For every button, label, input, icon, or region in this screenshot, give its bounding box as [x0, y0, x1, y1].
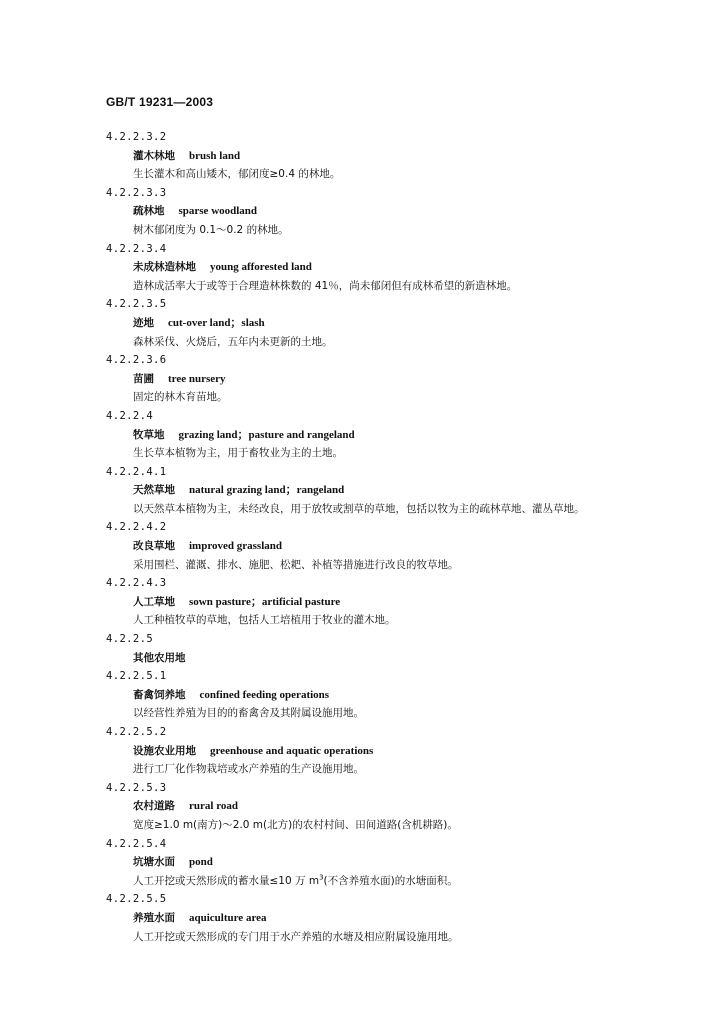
term-heading — [106, 909, 666, 928]
clause-number: 4.2.2.5 — [106, 633, 154, 646]
clause-number: 4.2.2.3.4 — [106, 242, 167, 255]
term-chinese: 设施农业用地 — [133, 744, 196, 757]
term-english: greenhouse and aquatic operations — [210, 744, 374, 757]
term-chinese: 未成林造林地 — [133, 261, 196, 274]
term-definition: 宽度≥1.0 m(南方)～2.0 m(北方)的农村村间、田间道路(含机耕路)。 — [133, 818, 458, 831]
term-entry — [106, 184, 666, 240]
clause-number: 4.2.2.3.5 — [106, 298, 167, 311]
term-english: sown pasture；artificial pasture — [189, 595, 341, 608]
term-chinese: 养殖水面 — [133, 911, 175, 924]
term-english: cut-over land；slash — [168, 316, 265, 329]
term-heading — [106, 742, 666, 761]
term-chinese: 疏林地 — [133, 205, 165, 218]
term-entry — [106, 667, 666, 723]
term-english: rural road — [189, 800, 238, 813]
term-definition: 采用围栏、灌溉、排水、施肥、松耙、补植等措施进行改良的牧草地。 — [133, 558, 459, 571]
term-chinese: 改良草地 — [133, 540, 175, 553]
clause-number: 4.2.2.5.5 — [106, 893, 167, 906]
term-entry — [106, 835, 666, 891]
term-heading — [106, 853, 666, 872]
term-entry — [106, 630, 666, 667]
term-entry — [106, 574, 666, 630]
clause-number: 4.2.2.3.3 — [106, 186, 167, 199]
term-entry — [106, 463, 666, 519]
clause-number: 4.2.2.4 — [106, 409, 154, 422]
term-heading — [106, 537, 666, 556]
term-chinese: 苗圃 — [133, 372, 154, 385]
term-entry — [106, 779, 666, 835]
clause-number: 4.2.2.5.4 — [106, 837, 167, 850]
standard-number: GB/T 19231—2003 — [106, 95, 214, 109]
term-english: confined feeding operations — [199, 688, 330, 701]
term-heading — [106, 314, 666, 333]
term-entry — [106, 295, 666, 351]
term-heading — [106, 370, 666, 389]
term-heading — [106, 258, 666, 277]
term-heading — [106, 593, 666, 612]
clause-number: 4.2.2.3.6 — [106, 354, 167, 367]
term-heading — [106, 426, 666, 445]
term-entry — [106, 407, 666, 463]
term-definition: 造林成活率大于或等于合理造林株数的 41％，尚未郁闭但有成林希望的新造林地。 — [133, 279, 518, 292]
clause-number: 4.2.2.4.3 — [106, 577, 167, 590]
superscript: 3 — [319, 873, 324, 882]
clause-number: 4.2.2.5.2 — [106, 726, 167, 738]
term-definition: 进行工厂化作物栽培或水产养殖的生产设施用地。 — [133, 763, 364, 776]
term-definition — [106, 872, 666, 891]
term-chinese: 农村道路 — [133, 800, 175, 813]
term-english: tree nursery — [168, 372, 226, 385]
clause-number: 4.2.2.5.1 — [106, 670, 167, 683]
term-english: improved grassland — [189, 540, 283, 553]
term-english: pond — [189, 856, 213, 869]
term-english: brush land — [189, 149, 241, 162]
term-chinese: 其他农用地 — [133, 651, 186, 664]
term-chinese: 迹地 — [133, 316, 154, 329]
term-heading — [106, 481, 666, 500]
term-heading — [106, 649, 666, 668]
term-chinese: 牧草地 — [133, 428, 165, 441]
term-english: aquiculture area — [189, 911, 267, 924]
term-entry — [106, 128, 666, 184]
term-chinese: 天然草地 — [133, 484, 175, 497]
term-definition: 生长灌木和高山矮木，郁闭度≥0.4 的林地。 — [133, 168, 341, 181]
term-entries — [106, 128, 666, 946]
term-heading — [106, 797, 666, 816]
term-definition: 以天然草本植物为主，未经改良，用于放牧或割草的草地，包括以牧为主的疏林草地、灌丛草地。 — [133, 502, 585, 515]
term-heading — [106, 202, 666, 221]
term-definition: 生长草本植物为主，用于畜牧业为主的土地。 — [133, 447, 343, 460]
definition-text: 人工开挖或天然形成的蓄水量≤10 万 m — [133, 874, 320, 887]
term-english: grazing land；pasture and rangeland — [178, 428, 355, 441]
term-definition: 以经营性养殖为目的的畜禽舍及其附属设施用地。 — [133, 707, 364, 720]
term-definition: 人工开挖或天然形成的专门用于水产养殖的水塘及相应附属设施用地。 — [133, 930, 459, 943]
term-definition: 森林采伐、火烧后，五年内未更新的土地。 — [133, 335, 333, 348]
clause-number: 4.2.2.4.2 — [106, 521, 167, 534]
term-chinese: 坑塘水面 — [133, 856, 175, 869]
term-definition: 固定的林木育苗地。 — [133, 391, 228, 404]
term-entry — [106, 723, 666, 779]
definition-text-tail: (不含养殖水面)的水塘面积。 — [323, 874, 458, 887]
term-definition: 树木郁闭度为 0.1～0.2 的林地。 — [133, 223, 289, 236]
term-chinese: 畜禽饲养地 — [133, 688, 186, 701]
clause-number: 4.2.2.4.1 — [106, 465, 167, 478]
term-chinese: 灌木林地 — [133, 149, 175, 162]
clause-number: 4.2.2.5.3 — [106, 781, 167, 794]
term-heading — [106, 147, 666, 166]
term-entry — [106, 240, 666, 296]
term-entry — [106, 890, 666, 946]
term-chinese: 人工草地 — [133, 595, 175, 608]
term-entry — [106, 351, 666, 407]
term-entry — [106, 518, 666, 574]
term-definition: 人工种植牧草的草地，包括人工培植用于牧业的灌木地。 — [133, 614, 396, 627]
term-heading — [106, 686, 666, 705]
clause-number: 4.2.2.3.2 — [106, 131, 167, 143]
term-english: young afforested land — [210, 261, 312, 274]
term-english: sparse woodland — [178, 205, 258, 218]
term-english: natural grazing land；rangeland — [189, 484, 345, 497]
